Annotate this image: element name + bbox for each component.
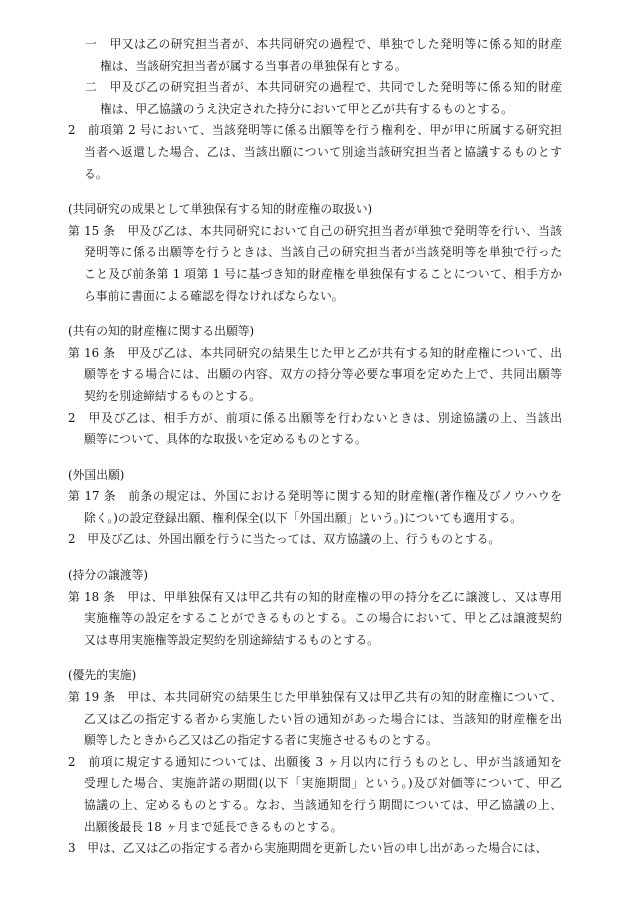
text-line: 第 19 条 甲は、本共同研究の結果生じた甲単独保有又は甲乙共有の知的財産権について、 <box>68 690 562 705</box>
article-section <box>68 321 562 451</box>
article-paragraph <box>68 486 562 529</box>
text-line: 出願後最長 18 ヶ月まで延長できるものとする。 <box>84 819 343 834</box>
text-line: 権は、甲乙協議のうえ決定された持分において甲と乙が共有するものとする。 <box>100 101 513 116</box>
text-line: 3 甲は、乙又は乙の指定する者から実施期間を更新したい旨の申し出があった場合には、 <box>68 841 548 856</box>
article-section <box>68 565 562 651</box>
article-heading: (外国出願) <box>68 467 125 482</box>
article-heading: (持分の譲渡等) <box>68 568 148 583</box>
text-line: 協議の上、定めるものとする。なお、当該通知を行う期間については、甲乙協議の上、 <box>84 798 562 812</box>
text-line: る。 <box>84 166 108 181</box>
article-paragraph <box>68 343 562 408</box>
text-line: 2 甲及び乙は、相手方が、前項に係る出願等を行わないときは、別途協議の上、当該出 <box>68 410 562 425</box>
article-heading: (共有の知的財産権に関する出願等) <box>68 324 255 339</box>
text-line: 2 前項に規定する通知については、出願後 3 ヶ月以内に行うものとし、甲が当該通知を <box>68 754 562 769</box>
text-line: 願等したときから乙又は乙の指定する者に実施させるものとする。 <box>84 733 438 748</box>
text-line: 契約を別途締結するものとする。 <box>84 388 261 403</box>
article-section <box>68 665 562 859</box>
text-line: 又は専用実施権等設定契約を別途締結するものとする。 <box>84 632 379 647</box>
text-line: 発明等に係る出願等を行うときは、当該自己の研究担当者が当該発明等を単独で行った <box>84 245 562 260</box>
text-line: 受理した場合、実施許諾の期間(以下「実施期間」という。)及び対価等について、甲乙 <box>84 776 562 791</box>
article-paragraph <box>68 687 562 752</box>
text-line: 当者へ返還した場合、乙は、当該出願について別途当該研究担当者と協議するものとす <box>84 144 562 159</box>
text-line: 一 甲又は乙の研究担当者が、本共同研究の過程で、単独でした発明等に係る知的財産 <box>85 37 562 51</box>
clause-paragraph <box>68 120 562 185</box>
article-paragraph <box>68 221 562 307</box>
article-paragraph <box>68 752 562 838</box>
article-section <box>68 199 562 307</box>
text-line: 乙又は乙の指定する者から実施したい旨の通知があった場合には、当該知的財産権を出 <box>84 711 562 726</box>
clause-item <box>68 77 562 120</box>
article-paragraph <box>68 529 562 551</box>
text-line: 第 17 条 前条の規定は、外国における発明等に関する知的財産権(著作権及びノウハウを <box>68 489 562 504</box>
article-section <box>68 465 562 551</box>
text-line: 第 18 条 甲は、甲単独保有又は甲乙共有の知的財産権の甲の持分を乙に譲渡し、又は専用 <box>68 589 562 604</box>
article-heading: (優先的実施) <box>68 668 137 683</box>
article-paragraph <box>68 838 562 860</box>
text-line: 第 16 条 甲及び乙は、本共同研究の結果生じた甲と乙が共有する知的財産権について、出 <box>68 345 562 360</box>
text-line: こと及び前条第 1 項第 1 号に基づき知的財産権を単独保有することについて、相手方か <box>84 266 562 281</box>
text-line: 願等をする場合には、出願の内容、双方の持分等必要な事項を定めた上で、共同出願等 <box>84 367 562 382</box>
document-page <box>68 34 562 860</box>
text-line: 権は、当該研究担当者が属する当事者の単独保有とする。 <box>100 58 407 73</box>
clause-item <box>68 34 562 77</box>
text-line: ら事前に書面による確認を得なければならない。 <box>84 288 344 303</box>
text-line: 2 前項第 2 号において、当該発明等に係る出願等を行う権利を、甲が甲に所属する研究担 <box>68 123 562 138</box>
text-line: 実施権等の設定をすることができるものとする。この場合において、甲と乙は譲渡契約 <box>84 611 562 626</box>
article-heading: (共同研究の成果として単独保有する知的財産権の取扱い) <box>68 202 373 217</box>
text-line: 2 甲及び乙は、外国出願を行うに当たっては、双方協議の上、行うものとする。 <box>68 532 501 547</box>
text-line: 第 15 条 甲及び乙は、本共同研究において自己の研究担当者が単独で発明等を行い、当該 <box>68 223 562 238</box>
article-paragraph <box>68 587 562 652</box>
article-paragraph <box>68 408 562 451</box>
text-line: 二 甲及び乙の研究担当者が、本共同研究の過程で、共同でした発明等に係る知的財産 <box>85 80 562 95</box>
text-line: 除く。)の設定登録出願、権利保全(以下「外国出願」という。)についても適用する。 <box>84 510 523 525</box>
text-line: 願等について、具体的な取扱いを定めるものとする。 <box>84 432 367 447</box>
